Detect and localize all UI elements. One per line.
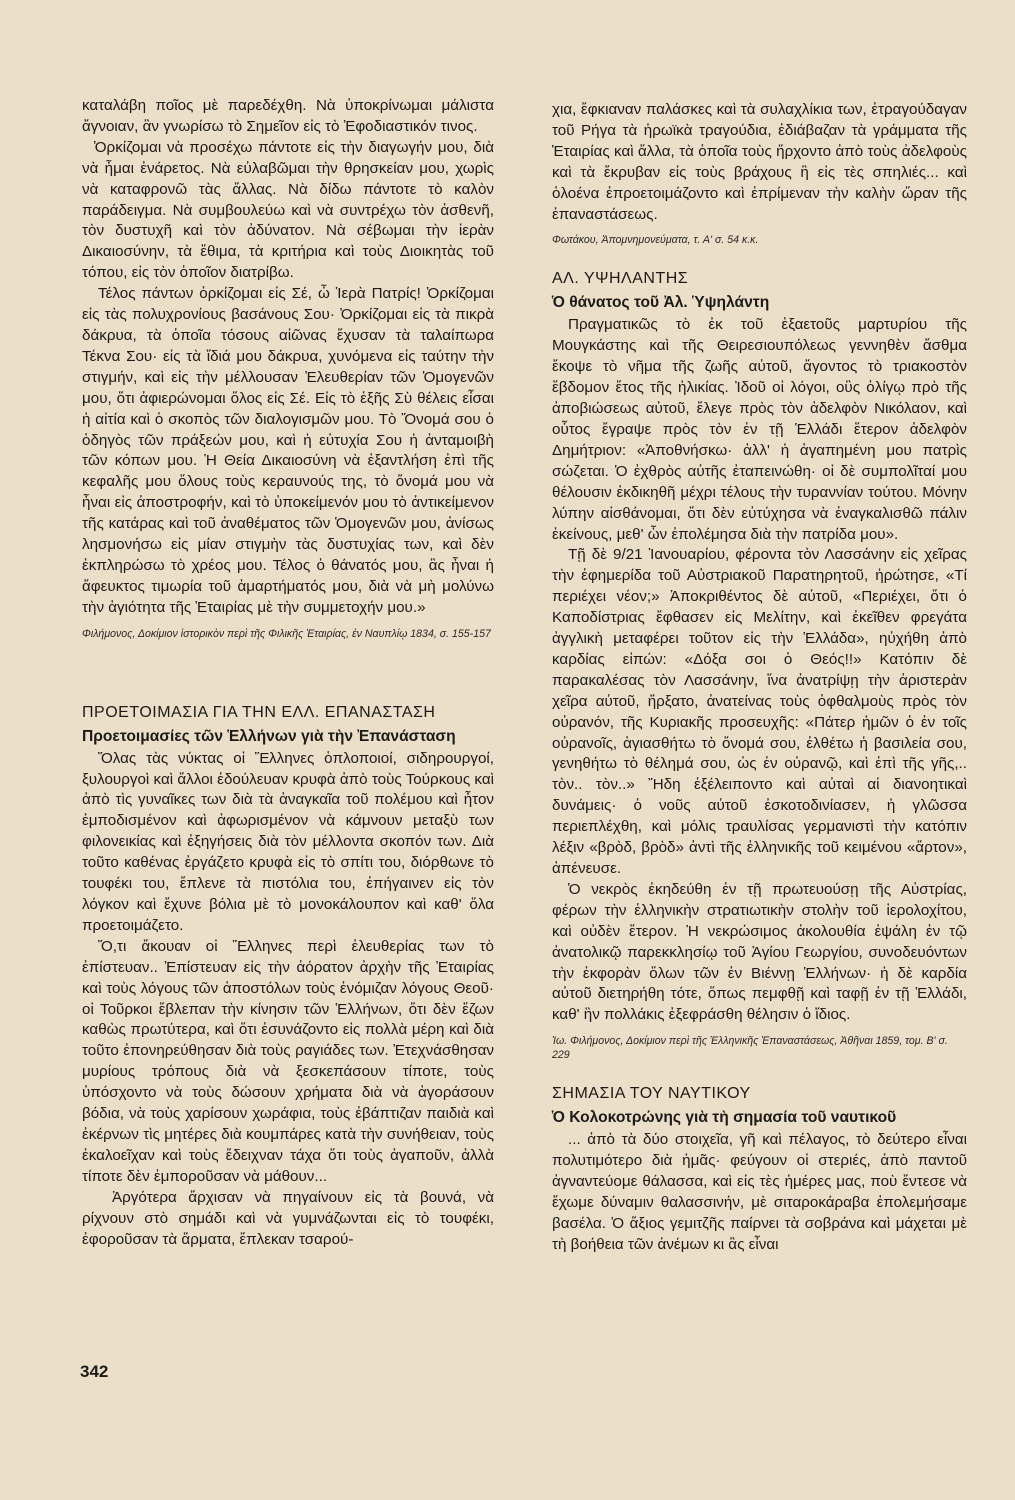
ypsilantis-paragraph: Πραγματικῶς τὸ ἐκ τοῦ ἑξαετοῦς μαρτυρίου τῆς Μουγκάστης καὶ τῆς Θειρεσιουπόλεως γεννηθὲν ἄσθμα ἔκοψε τὸ νῆμα τῆς ζωῆς αὐτοῦ, ἄγοντος τὸ τριακοστὸν ἕβδομον ἔτος τῆς ἡλικίας. Ἰδοῦ οἱ λόγοι, οὓς ὀλίγῳ πρὸ τῆς ἀποβιώσεως αὐτοῦ, ἔλεγε πρὸς τὸν ἀδελφὸν Νικόλαον, καὶ οὗτος ἔγραψε πρὸς τὸν ἐν τῇ Ἑλλάδι ἕτερον ἀδελφὸν Δημήτριον: «Ἀποθνήσκω· ἀλλ' ἡ ἀγαπημένη μου πατρὶς σώζεται. Ὁ ἐχθρὸς αὐτῆς ἐταπεινώθη· οἱ δὲ συμπολῖταί μου θέλουσιν ἐκδικηθῆ μέχρι τέλους τὴν τυραννίαν τούτου. Μόνην λύπην αἰσθάνομαι, ὅτι δὲν εὐτύχησα νὰ ἐναγκαλισθῶ πάλιν ἐκείνους, μεθ' ὧν ἐπολέμησα διὰ τὴν πατρίδα μου». [552, 316, 967, 543]
left-column [82, 96, 494, 1250]
continuation-paragraph: χια, ἔφκιαναν παλάσκες καὶ τὰ συλαχλίκια των, ἐτραγούδαγαν τοῦ Ρήγα τὰ ἡρωϊκὰ τραγούδια, ἐδιάβαζαν τὰ γράμματα τῆς Ἑταιρίας καὶ ἄλλα, τὰ ὁποῖα τοὺς ἤρχοντο ἀπὸ τοὺς ἀδελφοὺς καὶ τὰ ἔκρυβαν εἰς τοὺς βράχους ἢ εἰς τὲς σπηλιές... καὶ ὁλοένα ἐπροετοιμάζοντο καὶ ἐπρίμεναν τὴν καλὴν ὥραν τῆς ἐπαναστάσεως. [552, 101, 967, 223]
prep-paragraph: Ὅλας τὰς νύκτας οἱ Ἕλληνες ὁπλοποιοί, σιδηρουργοί, ξυλουργοὶ καὶ ἄλλοι ἐδούλευαν κρυφὰ ἀπὸ τοὺς Τούρκους καὶ ἀπὸ τὶς γυναῖκες των διὰ τὰ ἀναγκαῖα τοῦ πολέμου καὶ ἦτον ἐμποδισμένον καὶ ἀφωρισμένον νὰ κάμνουν μεταξὺ των φιλονεικίας καὶ ἐξηγήσεις διὰ τὸν μέλλοντα σκοπόν των. Διὰ τοῦτο καθένας ἐργάζετο κρυφὰ εἰς τὸ σπίτι του, διόρθωνε τὸ τουφέκι του, ἔπλενε τὰ πιστόλια του, ἐπήγαινεν εἰς τὸν λόγκον καὶ ἔχυνε βόλια μὲ τὸ μονοκάλουπον καὶ καθ' ὅλα προετοιμάζετο. [82, 749, 494, 934]
section-title: ΣΗΜΑΣΙΑ ΤΟΥ ΝΑΥΤΙΚΟΥ [552, 1085, 751, 1103]
section-spacer [552, 247, 967, 269]
ypsilantis-source-citation: Ἰω. Φιλήμονος, Δοκίμιον περὶ τῆς Ἑλληνικῆς Ἐπαναστάσεως, Ἀθῆναι 1859, τομ. Β' σ. 229 [552, 1035, 948, 1062]
right-column [552, 100, 967, 1256]
ypsilantis-paragraph: Τῇ δὲ 9/21 Ἰανουαρίου, φέροντα τὸν Λασσάνην εἰς χεῖρας τὴν ἐφημερίδα τοῦ Αὐστριακοῦ Παρατηρητοῦ, ἠρώτησε, «Τί περιέχει νέον;» Ἀποκριθέντος δὲ αὐτοῦ, «Περιέχει, ὅτι ὁ Καποδίστριας ἔφθασεν εἰς Μελίτην, καὶ ἐκεῖθεν φρεγάτα ἀγγλικὴ μεταφέρει τοῦτον εἰς τὴν Ἑλλάδα», ηὐχήθη ἀπὸ καρδίας εἰπών: «Δόξα σοι ὁ Θεός!!» Κατόπιν δὲ παρακαλέσας τὸν Λασσάνην, ἵνα ἀνατρίψῃ τὴν ἀριστερὰν χεῖρα αὐτοῦ, ἤρξατο, ἀνατείνας τοὺς ὀφθαλμοὺς πρὸς τὸν οὐρανόν, τῆς Κυριακῆς προσευχῆς: «Πάτερ ἡμῶν ὁ ἐν τοῖς οὐρανοῖς, ἁγιασθήτω τὸ ὄνομά σου, ἐλθέτω ἡ βασιλεία σου, γενηθήτω τὸ θέλημά σου, ὡς ἐν οὐρανῷ, καὶ ἐπὶ τῆς γῆς,.. τὸν.. τὸν..» Ἤδη ἐξέλειποντο καὶ αὐταὶ αἱ διανοητικαὶ δυνάμεις· ὁ νοῦς αὐτοῦ ἐσκοτοδινίασεν, ἡ γλῶσσα περιεπλέχθη, καὶ μόλις τραυλίσας γερμανιστὶ τὴν κατόπιν λέξιν «βρὸδ, βρὸδ» ἀντὶ τῆς ἑλληνικῆς τοῦ κειμένου «ἄρτον», ἀπένευσε. [552, 546, 967, 877]
section-subtitle: Προετοιμασίες τῶν Ἑλλήνων γιὰ τὴν Ἐπανάσταση [82, 727, 456, 745]
oath-paragraph: καταλάβη ποῖος μὲ παρεδέχθη. Νὰ ὑποκρίνωμαι μάλιστα ἄγνοιαν, ἂν γνωρίσω τὸ Σημεῖον εἰς τὸ Ἐφοδιαστικόν τινος. [82, 97, 494, 135]
section-title: ΠΡΟΕΤΟΙΜΑΣΙΑ ΓΙΑ ΤΗΝ ΕΛΛ. ΕΠΑΝΑΣΤΑΣΗ [82, 703, 436, 721]
naval-paragraph: ... ἀπὸ τὰ δύο στοιχεῖα, γῆ καὶ πέλαγος, τὸ δεύτερο εἶναι πολυτιμότερο διὰ ἡμᾶς· φεύγουν οἱ στεριές, ἀπὸ παντοῦ ἀγναντεύομε θάλασσα, καὶ εἰς τὲς ἡμέρες μας, ποὺ ἔντεσε νὰ ἔχωμε δύναμιν θαλασσινήν, μὲ σιταροκάραβα ἐπολεμήσαμε βασέλα. Ὁ ἄξιος γεμιτζῆς παίρνει τὰ σοβράνα καὶ μάχεται μὲ τὴ βοήθεια τῶν ἀνέμων κι ἂς εἶναι [552, 1131, 967, 1253]
ypsilantis-paragraph: Ὁ νεκρὸς ἐκηδεύθη ἐν τῇ πρωτευούσῃ τῆς Αὐστρίας, φέρων τὴν ἑλληνικὴν στρατιωτικὴν στολὴν τοῦ ἱερολοχίτου, καὶ οὐδὲν ἕτερον. Ἡ νεκρώσιμος ἀκολουθία ἐψάλη ἐν τῷ ἀνατολικῷ παρεκκλησίῳ τοῦ Ἁγίου Γεωργίου, συνοδευόντων τὴν ἐκφορὰν ὅλων τῶν ἐν Βιέννῃ Ἑλλήνων· ἡ δὲ καρδία αὐτοῦ διετηρήθη τότε, ὅπως πεμφθῇ καὶ ταφῇ ἐν τῇ Ἑλλάδι, καθ' ἣν πολλάκις ἐξεφράσθη θέλησιν ὁ ἴδιος. [552, 880, 967, 1024]
prep-paragraph: Ἀργότερα ἄρχισαν νὰ πηγαίνουν εἰς τὰ βουνά, νὰ ρίχνουν στὸ σημάδι καὶ νὰ γυμνάζωνται εἰς τὸ τουφέκι, ἐφοροῦσαν τὰ ἄρματα, ἔπλεκαν τσαρού- [82, 1188, 494, 1248]
page-number: 342 [80, 1362, 109, 1381]
continuation-source-citation: Φωτάκου, Ἀπομνημονεύματα, τ. Α' σ. 54 κ.κ. [552, 234, 759, 247]
oath-paragraph: Ὁρκίζομαι νὰ προσέχω πάντοτε εἰς τὴν διαγωγήν μου, διὰ νὰ ἦμαι ἐνάρετος. Νὰ εὐλαβῶμαι τὴν θρησκείαν μου, χωρὶς νὰ καταφρονῶ τὰς ἄλλας. Νὰ δίδω πάντοτε τὸ καλὸν παράδειγμα. Νὰ συμβουλεύω καὶ νὰ συντρέχω τὸν ἀσθενῆ, τὸν δυστυχῆ καὶ τὸν ἀδύνατον. Νὰ σέβωμαι τὴν ἱερὰν Δικαιοσύνην, τὰ ἔθιμα, τὰ κριτήρια καὶ τοὺς Διοικητὰς τοῦ τόπου, εἰς τὸν ὁποῖον διατρίβω. [82, 138, 494, 282]
section-spacer [552, 1062, 967, 1084]
section-subtitle: Ὁ Κολοκοτρώνης γιὰ τὴ σημασία τοῦ ναυτικοῦ [552, 1109, 897, 1127]
section-spacer [82, 641, 494, 703]
oath-source-citation: Φιλήμονος, Δοκίμιον ἱστορικὸν περὶ τῆς Φιλικῆς Ἑταιρίας, ἐν Ναυπλίῳ 1834, σ. 155-157 [82, 627, 491, 640]
prep-paragraph: Ὅ,τι ἄκουαν οἱ Ἕλληνες περὶ ἐλευθερίας των τὸ ἐπίστευαν.. Ἐπίστευαν εἰς τὴν ἀόρατον ἀρχὴν τῆς Ἑταιρίας καὶ τοὺς λόγους τῶν ἀποστόλων τοὺς ἐνόμιζαν λόγους Θεοῦ· οἱ Τοῦρκοι ἔβλεπαν τὴν κίνησιν τῶν Ἑλλήνων, ὅτι δὲν ἔζων καθὼς πρωτύτερα, καὶ ὅτι ἐσυνάζοντο εἰς πολλὰ μέρη καὶ διὰ τοῦτο ἐπονηρεύθησαν διὰ τοὺς ραγιάδες των. Ἐτεχνάσθησαν μυρίους τρόπους διὰ νὰ ξεσκεπάσουν τίποτε, τοὺς ὑπόσχοντο νὰ τοὺς δώσουν χρήματα διὰ νὰ ἀγοράσουν βόδια, νὰ τοὺς χαρίσουν χωράφια, τοὺς ἐβάπτιζαν παιδιὰ καὶ ἐκέρνων τὶς μητέρες διὰ κουμπάρες κατὰ τὴν συνήθειαν, τοὺς ἐκαλοεῖχαν καὶ τοὺς ἔδειχναν τάχα ὅτι τοὺς ἀγαποῦν, ἀλλὰ τίποτε δὲν ἐμποροῦσαν νὰ μάθουν... [82, 937, 494, 1185]
oath-paragraph: Τέλος πάντων ὀρκίζομαι εἰς Σέ, ὦ Ἱερὰ Πατρίς! Ὀρκίζομαι εἰς τὰς πολυχρονίους βασάνους Σου· Ὀρκίζομαι εἰς τὰ πικρὰ δάκρυα, τὰ ὁποῖα τόσους αἰῶνας ἔχυσαν τὰ ταλαίπωρα Τέκνα Σου· εἰς τὰ ἴδιά μου δάκρυα, χυνόμενα εἰς ταύτην τὴν στιγμήν, καὶ εἰς τὴν μέλλουσαν Ἐλευθερίαν τῶν Ὁμογενῶν μου, ὅτι ἀφιερώνομαι ὅλος εἰς Σέ. Εἰς τὸ ἑξῆς Σὺ θέλεις εἶσαι ἡ αἰτία καὶ ὁ σκοπὸς τῶν διαλογισμῶν μου. Τὸ Ὄνομά σου ὁ ὁδηγὸς τῶν πράξεών μου, καὶ ἡ εὐτυχία Σου ἡ ἀνταμοιβὴ τῶν κόπων μου. Ἡ Θεία Δικαιοσύνη νὰ ἐξαντλήση ἐπὶ τῆς κεφαλῆς μου ὅλους τοὺς κεραυνούς της, τὸ ὄνομά μου νὰ ἦναι εἰς ἀποστροφήν, καὶ τὸ ὑποκείμενόν μου τὸ ἀντικείμενον τῆς κατάρας καὶ τοῦ ἀναθέματος τῶν Ὁμογενῶν μου, ἀνίσως λησμονήσω εἰς μίαν στιγμὴν τὰς δυστυχίας των, καὶ δὲν ἐκπληρώσω τὸ χρέος μου. Τέλος ὁ θάνατός μου, ἂς ἦναι ἡ ἄφευκτος τιμωρία τοῦ ἁμαρτήματός μου, διὰ νὰ μὴ μολύνω τὴν ἁγιότητα τῆς Ἑταιρίας μὲ τὴν συμμετοχήν μου.» [82, 285, 494, 616]
section-subtitle: Ὁ θάνατος τοῦ Ἀλ. Ὑψηλάντη [552, 294, 770, 312]
section-title: ΑΛ. ΥΨΗΛΑΝΤΗΣ [552, 270, 689, 288]
